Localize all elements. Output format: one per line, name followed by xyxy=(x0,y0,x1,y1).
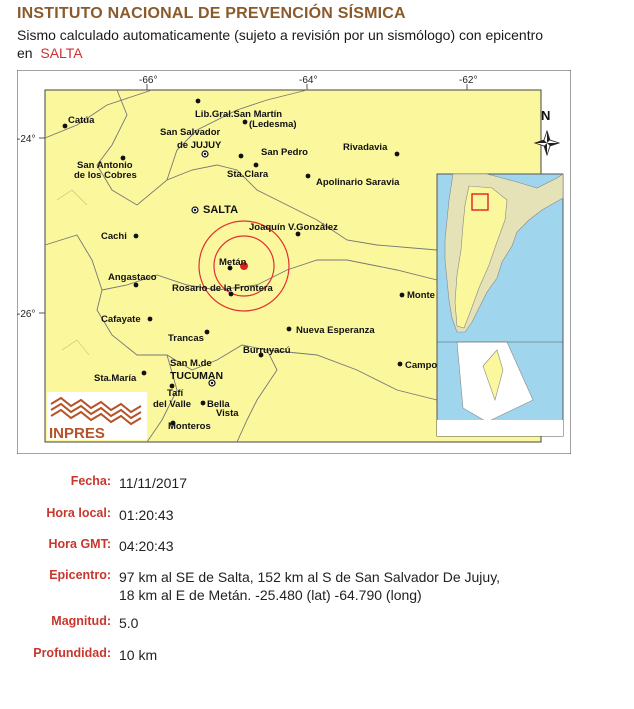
city-catua: Catúa xyxy=(68,115,95,126)
lon-label-64: -64° xyxy=(299,75,318,86)
city-joaquin: Joaquín V.González xyxy=(249,222,338,233)
lat-label-24: -24° xyxy=(17,134,36,145)
epicentro-label: Epicentro: xyxy=(49,568,111,582)
lon-label-66: -66° xyxy=(139,75,158,86)
city-san-antonio: San Antonio xyxy=(77,160,133,171)
city-cafayate: Cafayate xyxy=(101,314,141,325)
city-metan: Metán xyxy=(219,257,247,268)
city-vista: Vista xyxy=(216,408,239,419)
page-subtitle xyxy=(17,26,627,62)
city-tucuman: TUCUMAN xyxy=(170,370,224,382)
city-angastaco: Angastaco xyxy=(108,272,157,283)
city-del-valle: del Valle xyxy=(153,399,192,410)
city-cachi: Cachi xyxy=(101,231,127,242)
city-rivadavia: Rivadavia xyxy=(343,142,388,153)
inpres-logo-text: INPRES xyxy=(49,425,105,442)
city-salta: SALTA xyxy=(203,204,239,216)
city-monte: Monte xyxy=(407,290,435,301)
subtitle-en: en xyxy=(17,45,33,61)
page-title: INSTITUTO NACIONAL DE PREVENCIÓN SÍSMICA xyxy=(17,5,406,22)
hora-gmt-label: Hora GMT: xyxy=(48,537,111,551)
subtitle-text: Sismo calculado automaticamente (sujeto a revisión por un sismólogo) con epicentro xyxy=(17,27,544,43)
epicentro-value: 97 km al SE de Salta, 152 km al S de San Salvador De Jujuy, 18 km al E de Metán. -25.480 (lat) -64.790 (long) xyxy=(119,569,501,603)
inpres-logo xyxy=(47,392,147,442)
city-san-m-de: San M.de xyxy=(170,358,212,369)
city-monteros: Monteros xyxy=(168,421,211,432)
city-tafi: Tafí xyxy=(167,388,184,399)
hora-local-value: 01:20:43 xyxy=(119,507,174,523)
city-campo: Campo xyxy=(405,360,438,371)
city-san-pedro: San Pedro xyxy=(261,147,308,158)
fecha-value: 11/11/2017 xyxy=(119,475,187,491)
profundidad-value: 10 km xyxy=(119,647,158,663)
magnitud-label: Magnitud: xyxy=(51,614,111,628)
city-lib-gral: Lib.Gral.San Martín xyxy=(195,109,283,120)
inset-map xyxy=(437,174,563,436)
hora-local-label: Hora local: xyxy=(46,506,111,520)
magnitud-value: 5.0 xyxy=(119,615,139,631)
lat-label-26: -26° xyxy=(17,309,36,320)
city-de-jujuy: de JUJUY xyxy=(177,140,222,151)
city-ledesma: (Ledesma) xyxy=(249,119,297,130)
city-trancas: Trancas xyxy=(168,333,204,344)
lon-label-62: -62° xyxy=(459,75,478,86)
city-nueva-esperanza: Nueva Esperanza xyxy=(296,325,375,336)
fecha-label: Fecha: xyxy=(70,474,111,488)
city-burruyacu: Burruyacú xyxy=(243,345,291,356)
north-label: N xyxy=(541,108,551,123)
city-bella: Bella xyxy=(207,399,230,410)
city-sta-clara: Sta.Clara xyxy=(227,169,269,180)
profundidad-label: Profundidad: xyxy=(33,646,111,660)
city-apolinario: Apolinario Saravia xyxy=(316,177,400,188)
hora-gmt-value: 04:20:43 xyxy=(119,538,174,554)
epicenter-place: SALTA xyxy=(40,45,83,61)
seismic-map xyxy=(17,70,571,454)
city-san-salvador: San Salvador xyxy=(160,127,221,138)
city-sta-maria: Sta.María xyxy=(94,373,137,384)
city-de-los-cobres: de los Cobres xyxy=(74,170,137,181)
city-rosario: Rosario de la Frontera xyxy=(172,283,273,294)
